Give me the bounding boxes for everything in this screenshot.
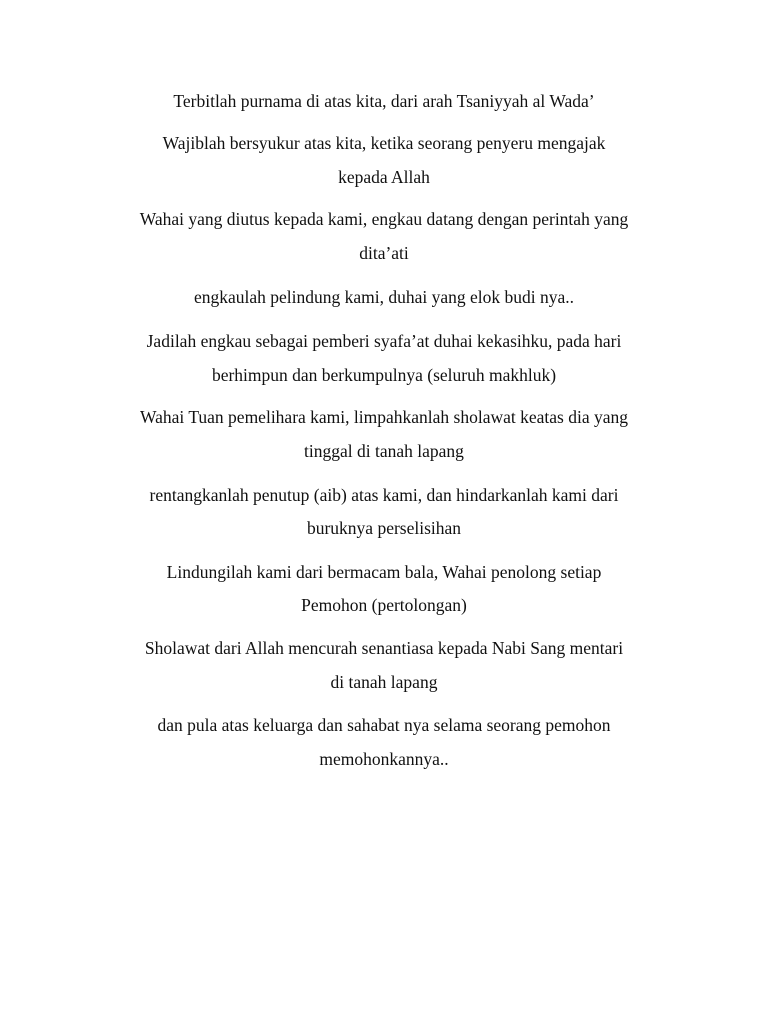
text-line: buruknya perselisihan bbox=[306, 518, 462, 538]
text-line: kepada Allah bbox=[338, 167, 430, 187]
text-line: tinggal di tanah lapang bbox=[304, 441, 464, 461]
text-line: dita’ati bbox=[359, 243, 409, 263]
text-line: Jadilah engkau sebagai pemberi syafa’at duhai kekasihku, pada hari bbox=[146, 331, 622, 351]
text-line: Wahai Tuan pemelihara kami, limpahkanlah sholawat keatas dia yang bbox=[140, 407, 628, 427]
text-line: Pemohon (pertolongan) bbox=[301, 595, 467, 615]
text-line: Terbitlah purnama di atas kita, dari arah Tsaniyyah al Wada’ bbox=[173, 91, 595, 111]
text-line: engkaulah pelindung kami, duhai yang elok budi nya.. bbox=[193, 287, 575, 307]
text-line: Wajiblah bersyukur atas kita, ketika seorang penyeru mengajak bbox=[162, 133, 606, 153]
text-line: dan pula atas keluarga dan sahabat nya selama seorang pemohon bbox=[157, 715, 611, 735]
text-line: memohonkannya.. bbox=[319, 749, 449, 769]
text-line: berhimpun dan berkumpulnya (seluruh makhluk) bbox=[211, 365, 557, 385]
text-line: di tanah lapang bbox=[330, 672, 438, 692]
text-line: Sholawat dari Allah mencurah senantiasa kepada Nabi Sang mentari bbox=[144, 638, 624, 658]
text-line: Lindungilah kami dari bermacam bala, Wahai penolong setiap bbox=[166, 562, 602, 582]
text-line: rentangkanlah penutup (aib) atas kami, dan hindarkanlah kami dari bbox=[149, 485, 619, 505]
text-line: Wahai yang diutus kepada kami, engkau datang dengan perintah yang bbox=[139, 209, 629, 229]
